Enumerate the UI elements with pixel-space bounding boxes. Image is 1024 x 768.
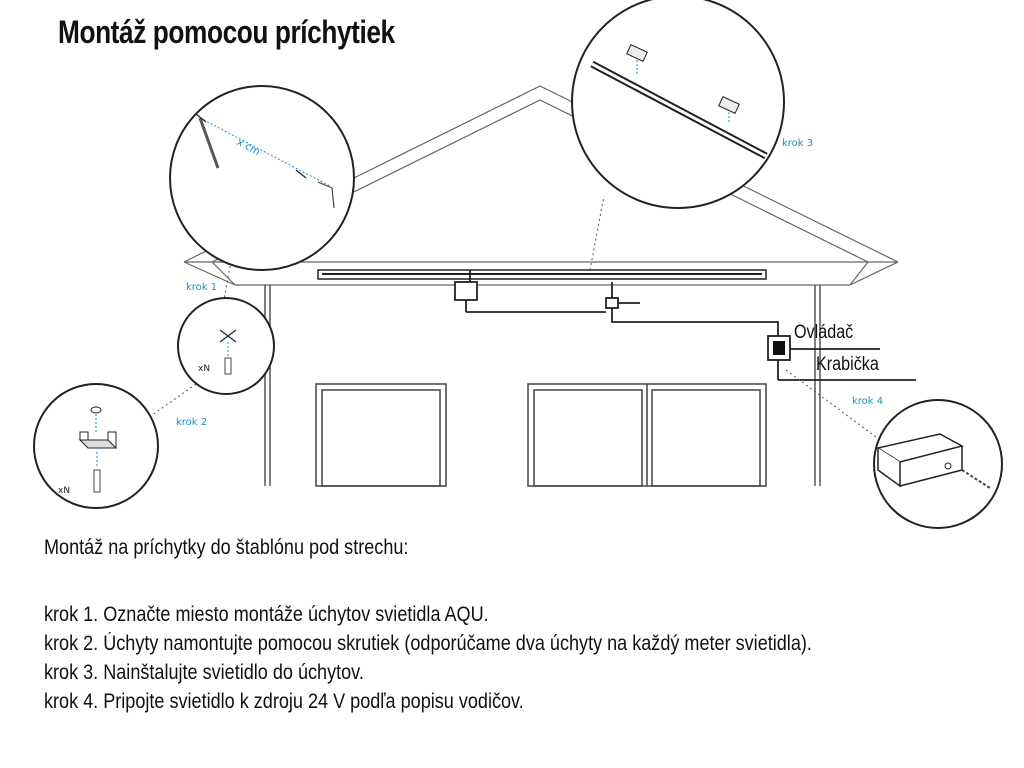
instructions-intro: Montáž na príchytky do štablónu pod strechu:	[44, 536, 409, 559]
step3-label: krok 3	[782, 138, 814, 149]
instructions-list	[44, 600, 937, 716]
door-right	[528, 384, 766, 486]
detail-circle-step4	[874, 400, 1002, 528]
instruction-step-1: krok 1. Označte miesto montáže úchytov svietidla AQU.	[44, 603, 489, 626]
count-label-small: xN	[198, 364, 211, 374]
step2-label: krok 2	[176, 417, 208, 428]
controller-box	[768, 336, 790, 360]
detail-circle-step2-clip	[34, 384, 158, 508]
house-walls	[265, 285, 820, 486]
light-bar	[318, 270, 766, 279]
controller-label: Ovládač	[794, 322, 854, 343]
step1-label: krok 1	[186, 282, 218, 293]
detail-circle-step3	[572, 0, 784, 208]
instruction-step-2: krok 2. Úchyty namontujte pomocou skrutiek (odporúčame dva úchyty na každý meter svietidla).	[44, 632, 812, 655]
instruction-step-3: krok 3. Nainštalujte svietidlo do úchytov.	[44, 661, 364, 684]
detail-circle-step1	[170, 86, 354, 270]
instruction-step-4: krok 4. Pripojte svietidlo k zdroju 24 V podľa popisu vodičov.	[44, 690, 524, 713]
page-title: Montáž pomocou príchytiek	[58, 14, 395, 50]
count-label-clip: xN	[58, 486, 71, 496]
step4-label: krok 4	[852, 396, 884, 407]
detail-circle-step2-small	[178, 298, 274, 394]
box-label: Krabička	[816, 354, 879, 375]
door-left	[316, 384, 446, 486]
measure-label: x cm	[234, 136, 262, 159]
